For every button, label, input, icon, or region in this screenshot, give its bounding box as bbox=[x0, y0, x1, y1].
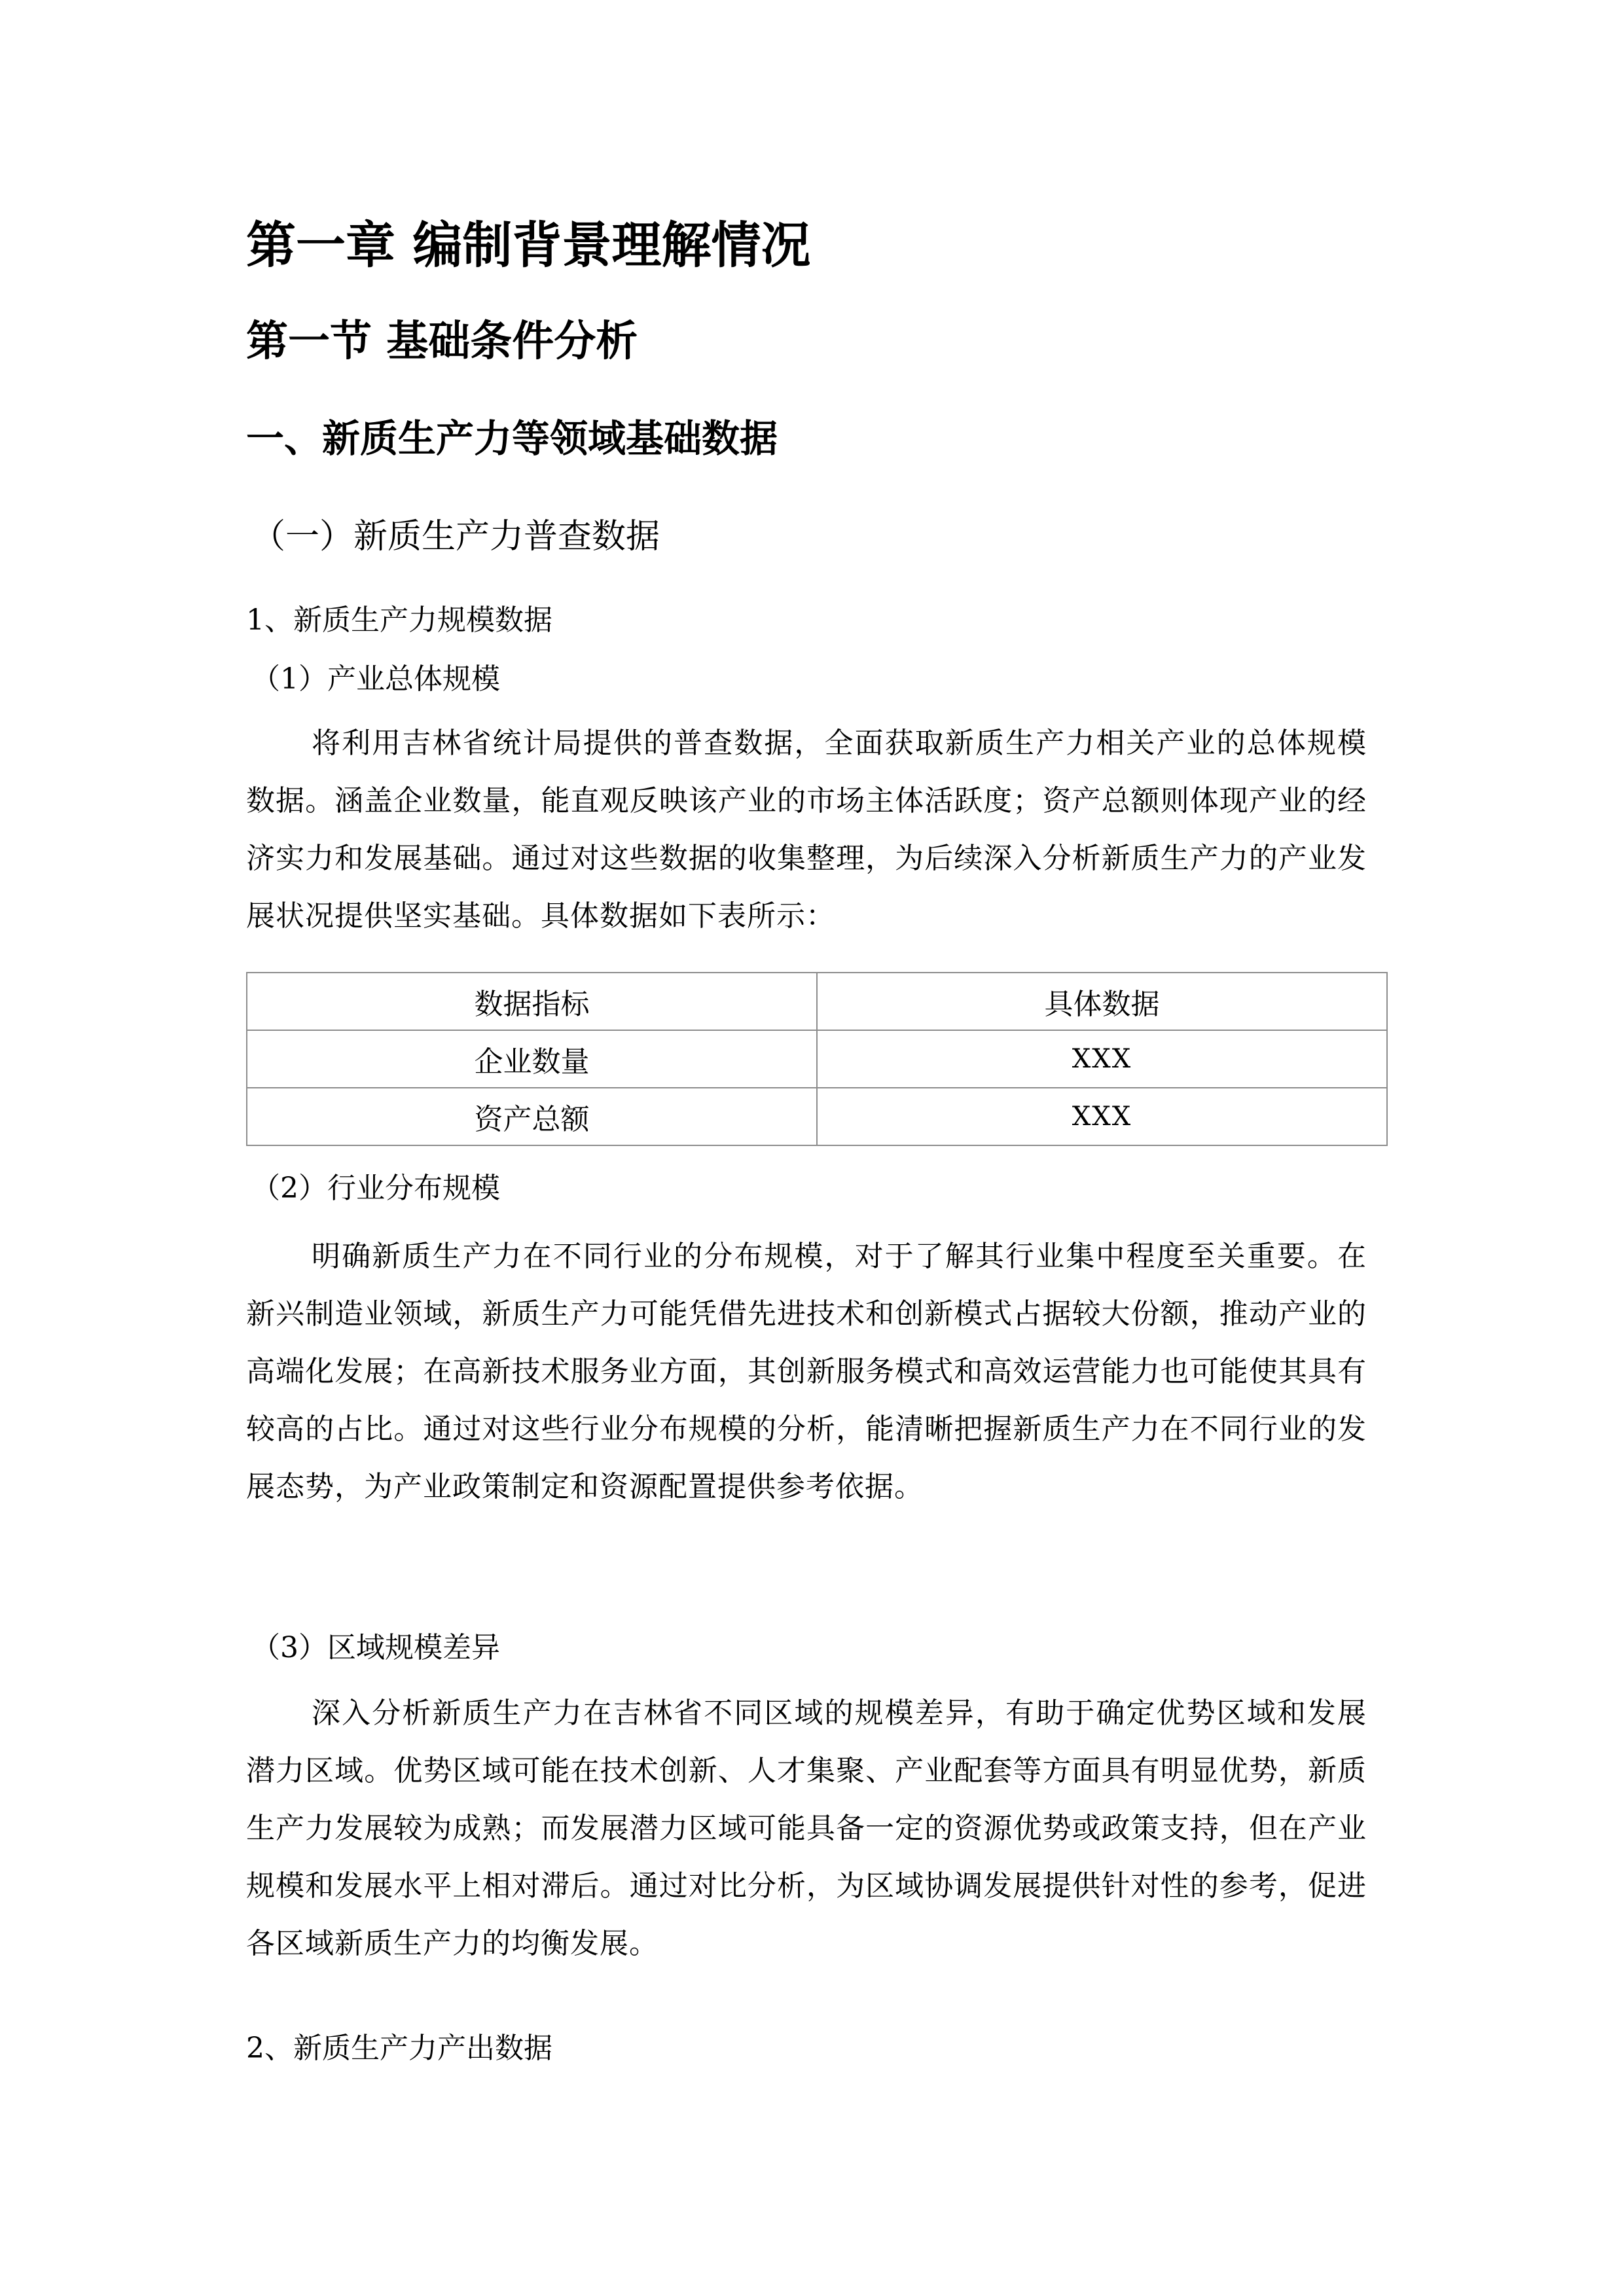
chapter-title: 第一章 编制背景理解情况 bbox=[246, 216, 811, 274]
sub-heading-industry-scale: （1）产业总体规模 bbox=[251, 662, 500, 696]
table-row bbox=[247, 1030, 1387, 1088]
table-header-row bbox=[247, 973, 1387, 1030]
item-heading-scale: 1、新质生产力规模数据 bbox=[246, 603, 552, 637]
sub-heading-regional-difference: （3）区域规模差异 bbox=[251, 1631, 500, 1664]
table-header-cell: 具体数据 bbox=[817, 973, 1387, 1030]
paragraph-sector-distribution: 明确新质生产力在不同行业的分布规模，对于了解其行业集中程度至关重要。在新兴制造业领域，新质生产力可能凭借先进技术和创新模式占据较大份额，推动产业的高端化发展；在高新技术服务业方面，其创新服务模式和高效运营能力也可能使其具有较高的占比。通过对这些行业分布规模的分析，能清晰把握新质生产力在不同行业的发展态势，为产业政策制定和资源配置提供参考依据。 bbox=[246, 1240, 1367, 1503]
paragraph-regional-difference: 深入分析新质生产力在吉林省不同区域的规模差异，有助于确定优势区域和发展潜力区域。优势区域可能在技术创新、人才集聚、产业配套等方面具有明显优势，新质生产力发展较为成熟；而发展潜力区域可能具备一定的资源优势或政策支持，但在产业规模和发展水平上相对滞后。通过对比分析，为区域协调发展提供针对性的参考，促进各区域新质生产力的均衡发展。 bbox=[246, 1696, 1367, 1960]
paragraph-industry-scale: 将利用吉林省统计局提供的普查数据，全面获取新质生产力相关产业的总体规模数据。涵盖企业数量，能直观反映该产业的市场主体活跃度；资产总额则体现产业的经济实力和发展基础。通过对这些数据的收集整理，为后续深入分析新质生产力的产业发展状况提供坚实基础。具体数据如下表所示： bbox=[246, 726, 1367, 933]
table-cell: XXX bbox=[817, 1030, 1387, 1088]
section-title: 第一节 基础条件分析 bbox=[246, 317, 638, 366]
table-row bbox=[247, 1088, 1387, 1145]
table-cell: 企业数量 bbox=[247, 1030, 817, 1088]
table-header-cell: 数据指标 bbox=[247, 973, 817, 1030]
table-cell: XXX bbox=[817, 1088, 1387, 1145]
sub-heading-sector-distribution: （2）行业分布规模 bbox=[251, 1172, 500, 1205]
subsection-title: 一、新质生产力等领域基础数据 bbox=[246, 416, 778, 461]
item-heading-output: 2、新质生产力产出数据 bbox=[246, 2032, 552, 2065]
data-table bbox=[246, 972, 1388, 1146]
subsubsection-title: （一）新质生产力普查数据 bbox=[251, 517, 660, 556]
table-cell: 资产总额 bbox=[247, 1088, 817, 1145]
